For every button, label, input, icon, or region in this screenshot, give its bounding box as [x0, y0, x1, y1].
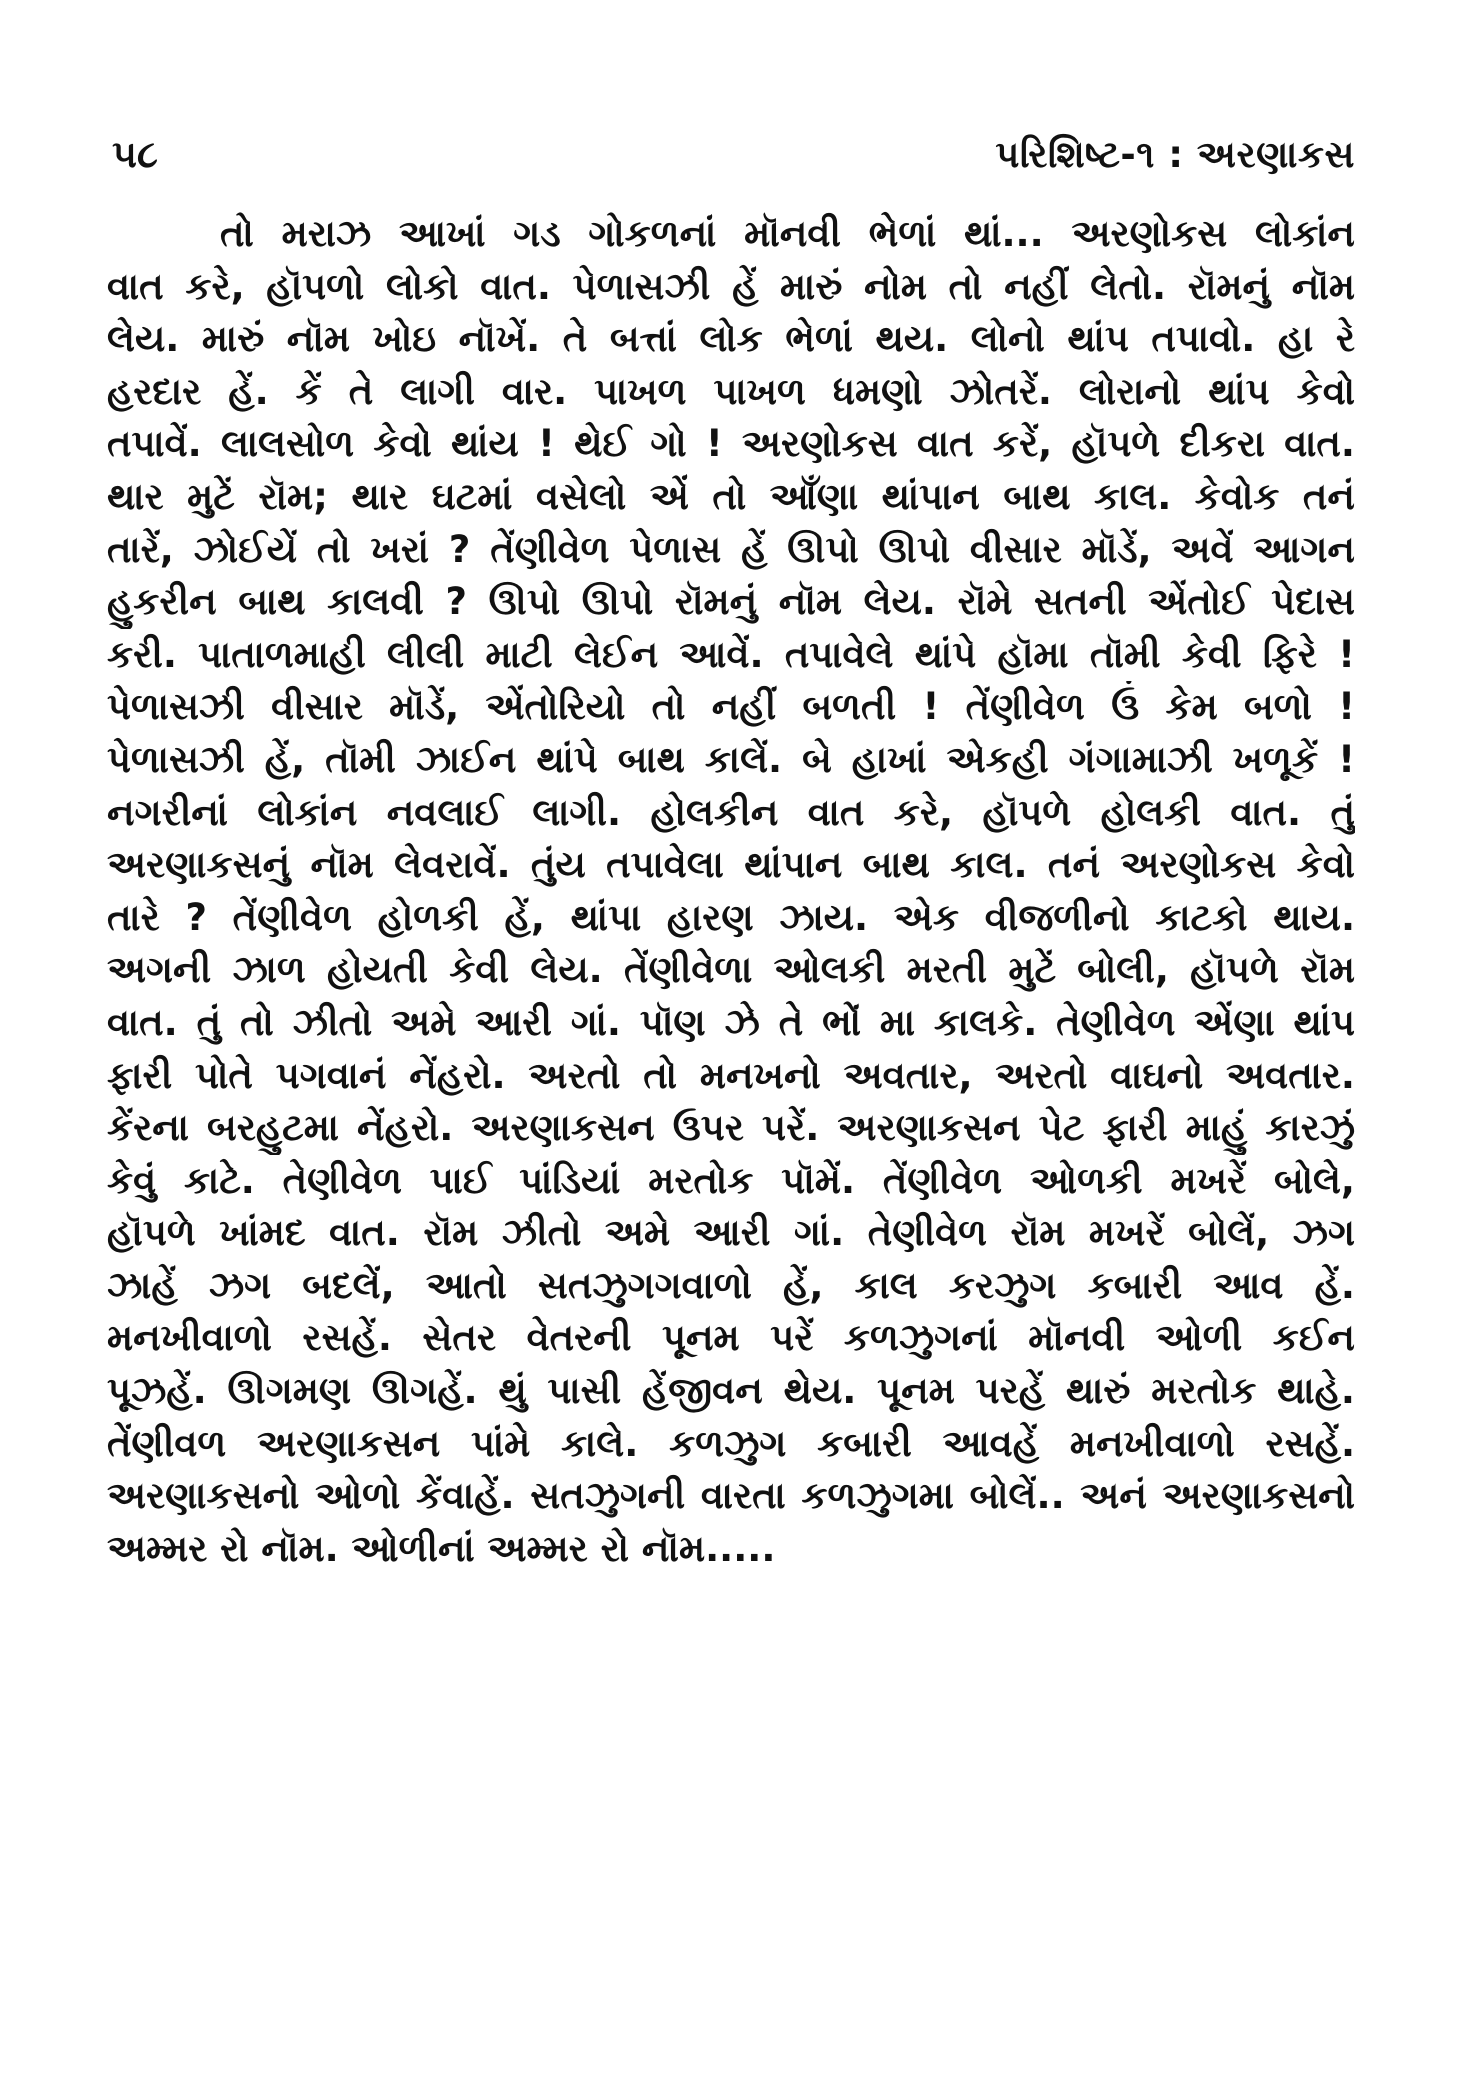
- text-line: તારેં, ઝોઈયેં તો ખરાં ? તેંણીવેળ પેળાસ હેં ઊપો ઊપો વીસાર મૉડેં, અવેં આગન: [107, 527, 1355, 571]
- text-line: નગરીનાં લોકાંન નવલાઈ લાગી. હોલકીન વાત કરે, હૉપળે હોલકી વાત. તું: [107, 790, 1355, 834]
- text-line: કેવું કાટે. તેણીવેળ પાઈ પાંડિયાં મરતોક પૉમેં. તેંણીવેળ ઓળકી મખરેં બોલે,: [107, 1158, 1355, 1202]
- text-line: તો મરાઝ આખાં ગડ ગોકળનાં મૉનવી ભેળાં થાં... અરણોકસ લોકાંન: [220, 212, 1355, 255]
- text-line: ફારી પોતે પગવાનં નેંહરો. અરતો તો મનખનો અવતાર, અરતો વાઘનો અવતાર.: [107, 1053, 1355, 1097]
- text-line: હુકરીન બાથ કાલવી ? ઊપો ઊપો રૉમનું નૉમ લેય. રૉમે સતની એંતોઈ પેદાસ: [107, 580, 1355, 624]
- text-line: તપાવેં. લાલસોળ કેવો થાંય ! થેઈ ગો ! અરણોકસ વાત કરેં, હૉપળે દીકરા વાત.: [107, 422, 1355, 466]
- text-line: તારે ? તેંણીવેળ હોળકી હેં, થાંપા હારણ ઝાય. એક વીજળીનો કાટકો થાય.: [107, 895, 1355, 939]
- text-line: તેંણીવળ અરણાકસન પાંમે કાલે. કળઝુગ કબારી આવહેં મનખીવાળો રસહેં.: [107, 1421, 1355, 1465]
- text-line: હૉપળે ખાંમદ વાત. રૉમ ઝીતો અમે આરી ગાં. તેણીવેળ રૉમ મખરેં બોલેં, ઝગ: [107, 1211, 1355, 1255]
- text-line: અમ્મર રો નૉમ. ઓળીનાં અમ્મર રો નૉમ.....: [107, 1526, 776, 1570]
- text-line: મનખીવાળો રસહેં. સેતર વેતરની પૂનમ પરેં કળઝુગનાં મૉનવી ઓળી કઈન: [107, 1316, 1355, 1360]
- text-line: કરી. પાતાળમાહી લીલી માટી લેઈન આવેં. તપાવેલે થાંપે હૉમા તૉમી કેવી ફિરે !: [107, 632, 1355, 676]
- text-line: કેંરના બરહુટમા નેંહરો. અરણાકસન ઉપર પરેં. અરણાકસન પેટ ફારી માહું કારઝું: [107, 1106, 1355, 1150]
- text-line: પૂઝહેં. ઊગમણ ઊગહેં. થું પાસી હેંજીવન થેય. પૂનમ પરહેં થારું મરતોક થાહે.: [107, 1369, 1355, 1413]
- text-line: વાત. તું તો ઝીતો અમે આરી ગાં. પૉણ ઝે તે ભોં મા કાલકે. તેણીવેળ એંણા થાંપ: [107, 1000, 1355, 1044]
- text-line: હરદાર હેં. કેં તે લાગી વાર. પાખળ પાખળ ધમણો ઝોતરેં. લોરાનો થાંપ કેવો: [107, 369, 1355, 413]
- text-line: અગની ઝાળ હોયતી કેવી લેય. તેંણીવેળા ઓલકી મરતી મુટેં બોલી, હૉપળે રૉમ: [107, 948, 1355, 992]
- running-title: પરિશિષ્ટ-૧ : અરણાકસ: [995, 133, 1355, 176]
- body-paragraph: [107, 208, 1355, 1575]
- text-line: થાર મુટેં રૉમ; થાર ઘટમાં વસેલો એં તો આઁણા થાંપાન બાથ કાલ. કેવોક તનં: [107, 474, 1355, 518]
- page-header: [112, 132, 1355, 192]
- page-number: ૫૮: [112, 132, 158, 176]
- text-line: અરણાકસનું નૉમ લેવરાવેં. તુંય તપાવેલા થાંપાન બાથ કાલ. તનં અરણોકસ કેવો: [107, 843, 1355, 887]
- text-line: પેળાસઝી વીસાર મૉડેં, એંતોરિયો તો નહીં બળતી ! તેંણીવેળ ઉં કેમ બળો !: [107, 685, 1355, 729]
- text-line: ઝાહેં ઝગ બદલેં, આતો સતઝુગગવાળો હેં, કાલ કરઝુગ કબારી આવ હેં.: [107, 1263, 1355, 1307]
- text-line: અરણાકસનો ઓળો કેંવાહેં. સતઝુગની વારતા કળઝુગમા બોલેં.. અનં અરણાકસનો: [107, 1474, 1355, 1518]
- text-line: લેય. મારું નૉમ ખોઇ નૉખેં. તે બત્તાં લોક ભેળાં થય. લોનો થાંપ તપાવો. હા રે: [107, 317, 1355, 361]
- text-line: વાત કરે, હૉપળો લોકો વાત. પેળાસઝી હેં મારું નોમ તો નહીં લેતો. રૉમનું નૉમ: [107, 264, 1355, 308]
- text-line: પેળાસઝી હેં, તૉમી ઝાઈન થાંપે બાથ કાલેં. બે હાખાં એકહી ગંગામાઝી ખળૂકેં !: [107, 737, 1355, 781]
